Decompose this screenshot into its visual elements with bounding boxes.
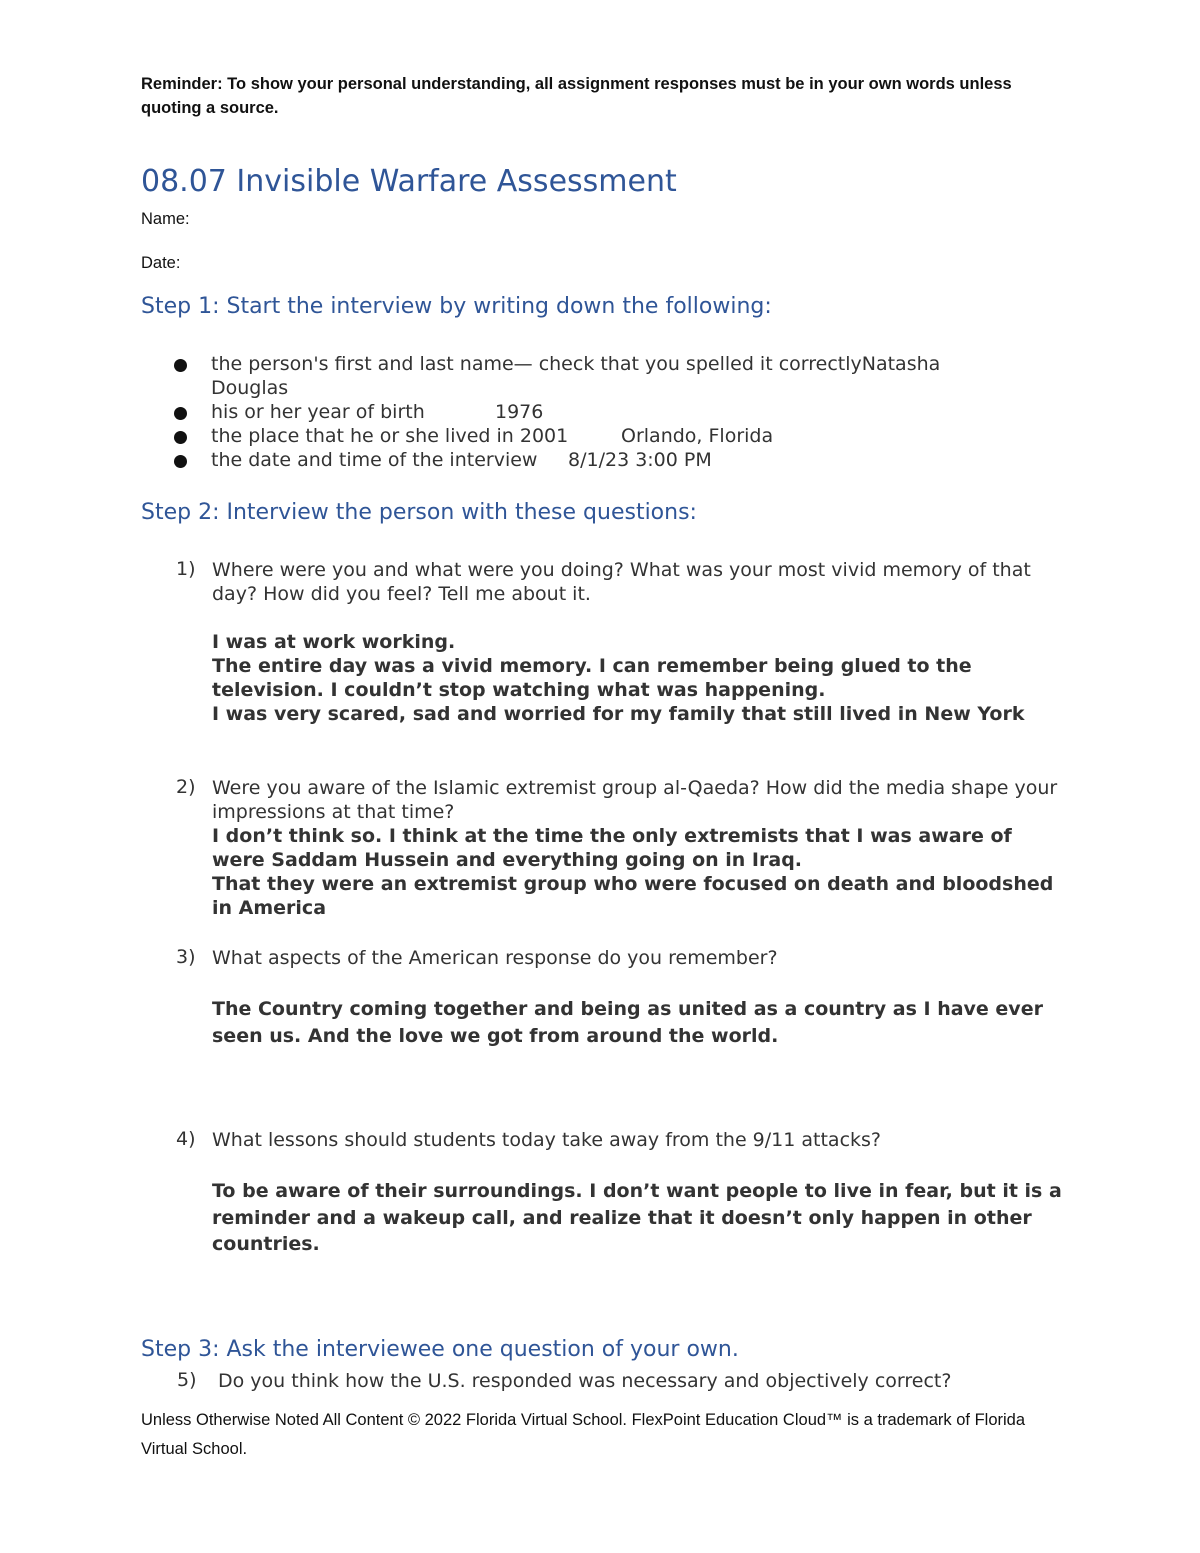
answer-block	[212, 1178, 1062, 1258]
bullet-icon	[174, 455, 187, 468]
reminder-note: Reminder: To show your personal understanding, all assignment responses must be in your own words unless quoting a source.	[141, 75, 1012, 117]
answer-text: The Country coming together and being as united as a country as I have ever seen us. And the love we got from around the world.	[212, 998, 1043, 1047]
answer-text: I was very scared, sad and worried for my family that still lived in New York	[212, 703, 1025, 725]
question-number: 3)	[176, 946, 196, 968]
copyright-footer: Unless Otherwise Noted All Content © 2022 Florida Virtual School. FlexPoint Education Cloud™ is a trademark of Florida Virtual School.	[141, 1411, 1026, 1458]
answer-text: To be aware of their surroundings. I don’t want people to live in fear, but it is a reminder and a wakeup call, and realize that it doesn’t only happen in other countries.	[212, 1180, 1062, 1255]
answer-block	[212, 630, 1062, 726]
item-label: the person's first and last name— check that you spelled it correctly	[211, 353, 862, 375]
answer-text: I was at work working.	[212, 631, 456, 653]
question-number: 4)	[176, 1128, 196, 1150]
item-label: the date and time of the interview	[211, 449, 538, 471]
question-number: 1)	[176, 558, 196, 580]
question-text: Were you aware of the Islamic extremist group al-Qaeda? How did the media shape your impressions at that time?	[212, 777, 1058, 823]
name-field-label: Name:	[141, 210, 190, 228]
answer-text: That they were an extremist group who were focused on death and bloodshed in America	[212, 873, 1054, 919]
item-value: Natasha Douglas	[211, 353, 941, 399]
answer-text: The entire day was a vivid memory. I can remember being glued to the television. I couldn’t stop watching what was happening.	[212, 655, 972, 701]
question-text: Do you think how the U.S. responded was necessary and objectively correct?	[218, 1370, 952, 1392]
answer-block	[212, 996, 1062, 1049]
step3-heading: Step 3: Ask the interviewee one question of your own.	[141, 1337, 739, 1362]
step2-heading: Step 2: Interview the person with these questions:	[141, 500, 697, 525]
page-title: 08.07 Invisible Warfare Assessment	[141, 164, 677, 199]
list-item	[174, 352, 1054, 400]
answer-block	[212, 824, 1062, 920]
bullet-icon	[174, 359, 187, 372]
item-label: his or her year of birth	[211, 401, 425, 423]
bullet-icon	[174, 431, 187, 444]
item-value: Orlando, Florida	[621, 425, 774, 447]
question-text: Where were you and what were you doing? What was your most vivid memory of that day? How did you feel? Tell me about it.	[212, 559, 1031, 605]
item-value: 8/1/23 3:00 PM	[568, 449, 712, 471]
step1-heading: Step 1: Start the interview by writing down the following:	[141, 294, 772, 319]
item-value: 1976	[495, 401, 544, 423]
question-text: What lessons should students today take away from the 9/11 attacks?	[212, 1129, 882, 1151]
question-text: What aspects of the American response do you remember?	[212, 947, 778, 969]
date-field-label: Date:	[141, 254, 181, 272]
question-number: 5)	[177, 1369, 197, 1391]
question-number: 2)	[176, 776, 196, 798]
answer-text: I don’t think so. I think at the time the only extremists that I was aware of were Saddam Hussein and everything going on in Iraq.	[212, 825, 1012, 871]
item-label: the place that he or she lived in 2001	[211, 425, 569, 447]
bullet-icon	[174, 407, 187, 420]
